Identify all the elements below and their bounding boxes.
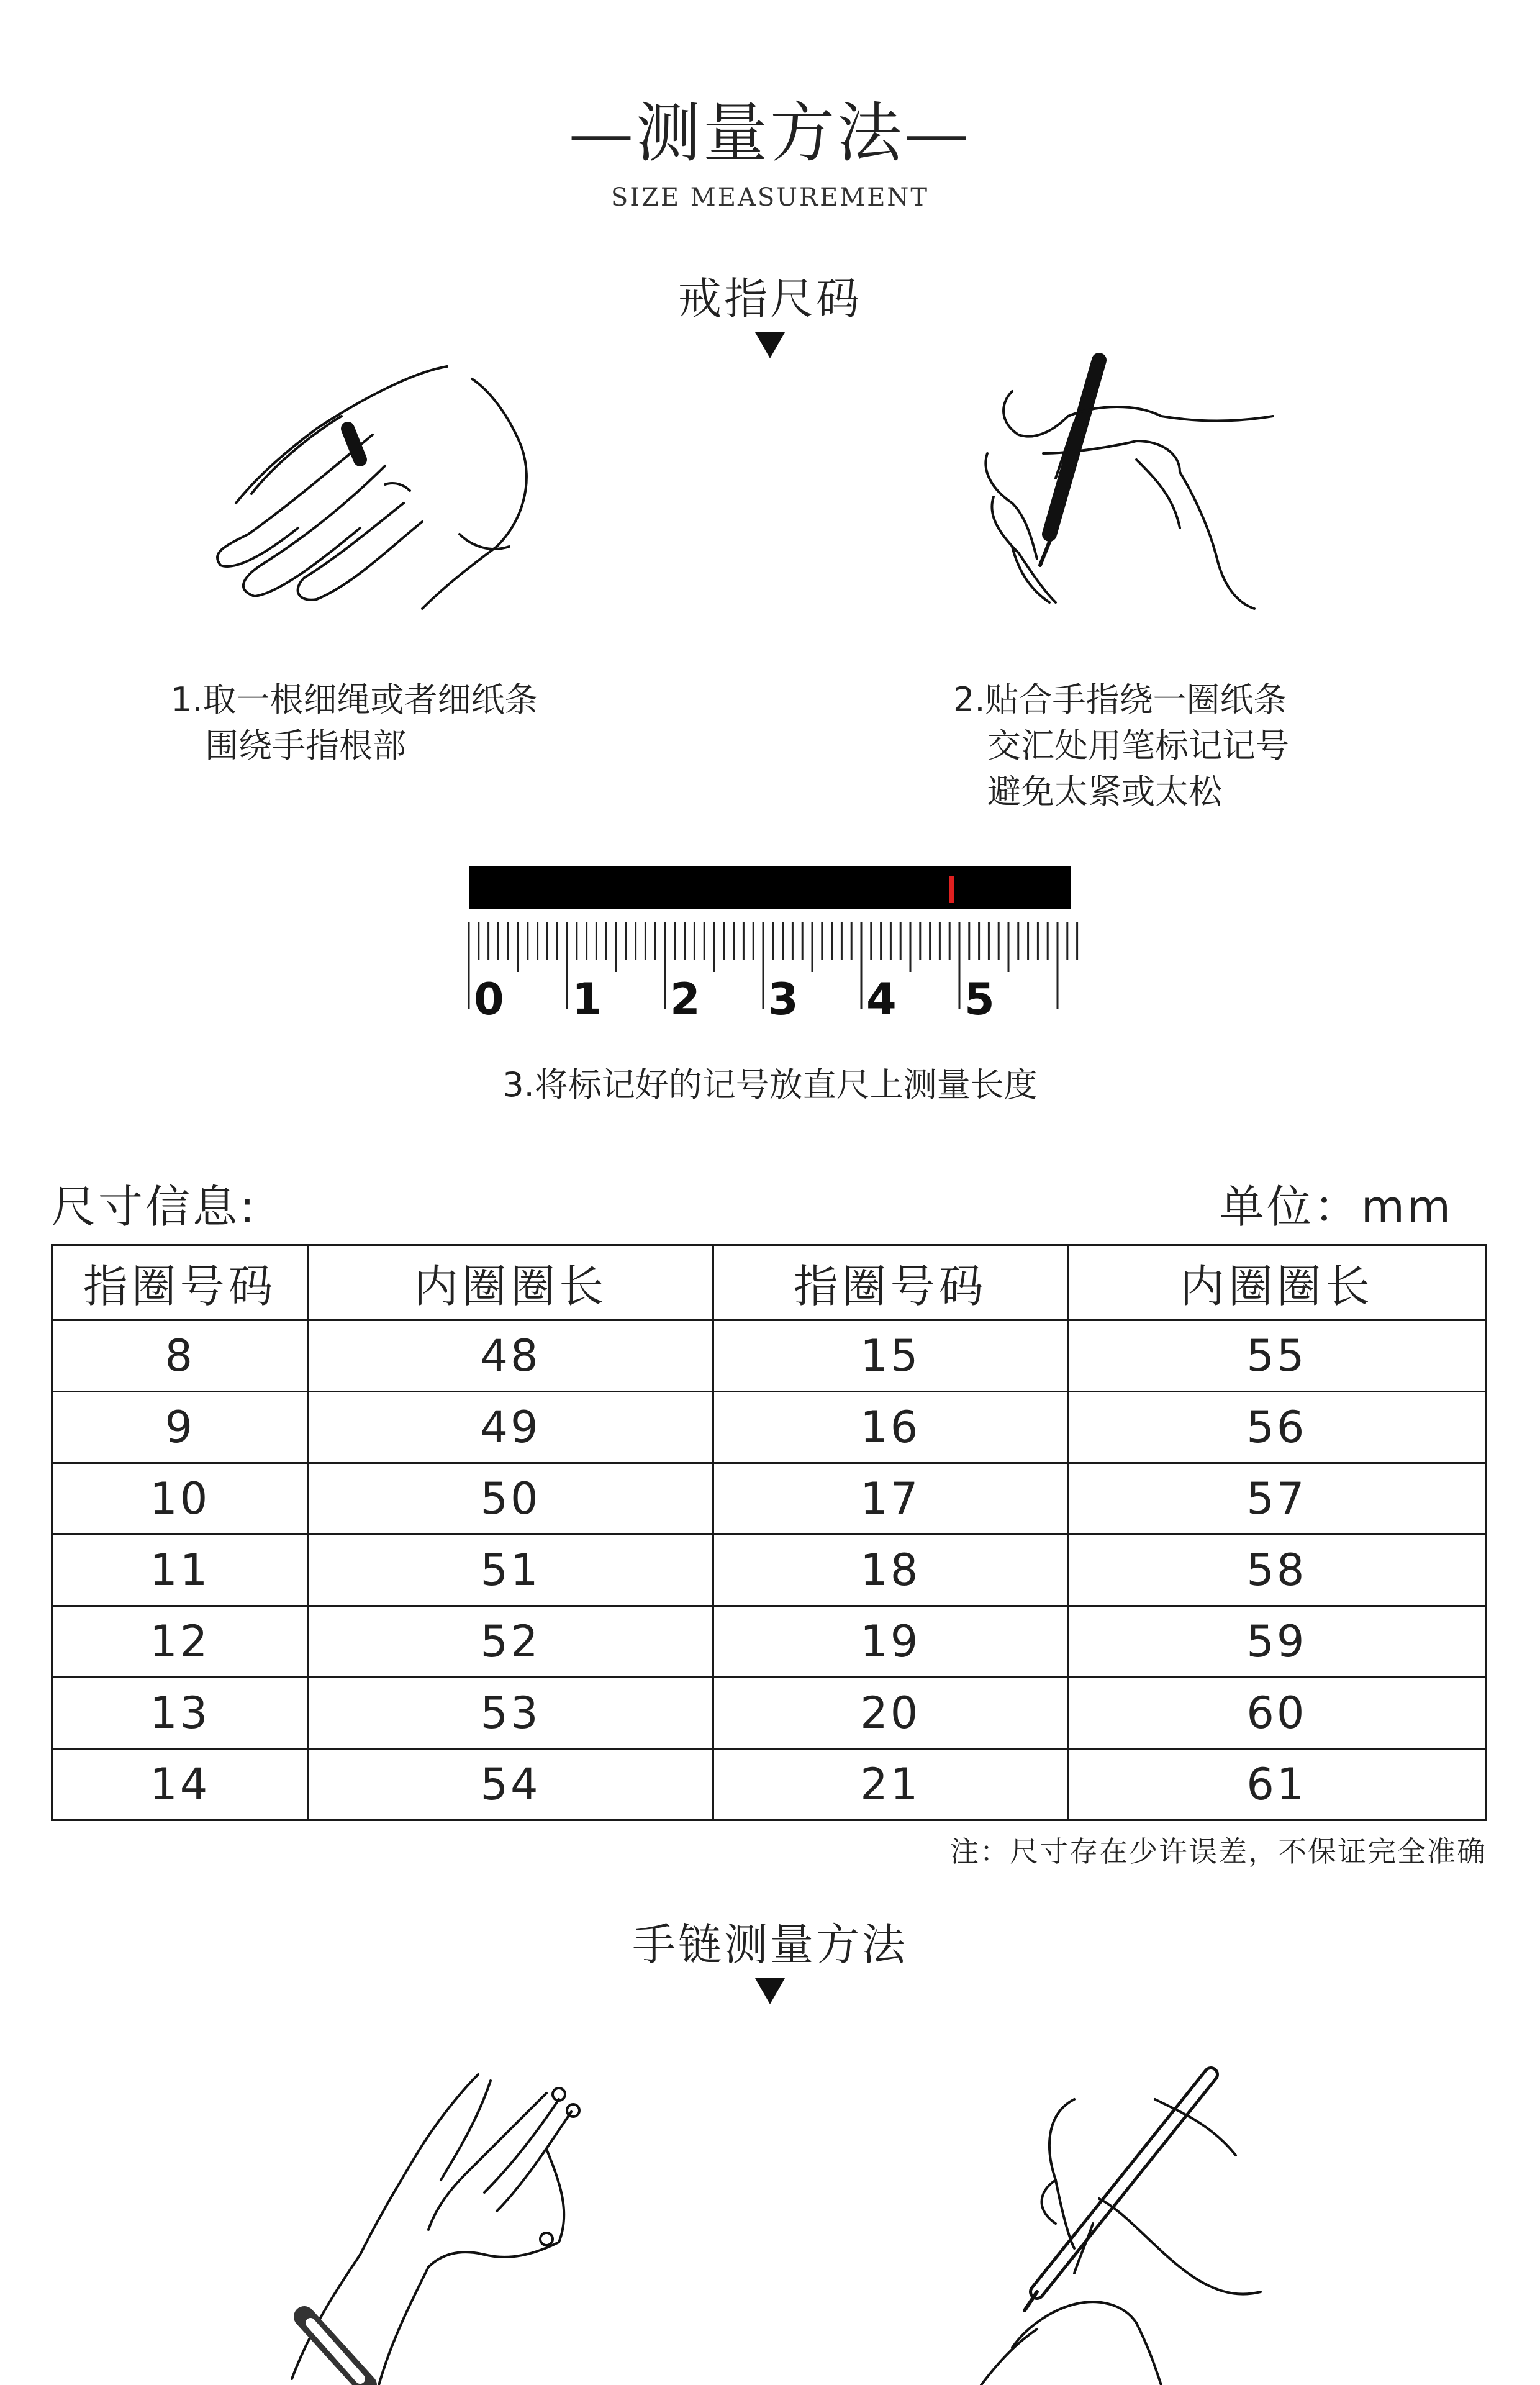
table-cell: 59	[1067, 1606, 1485, 1678]
step3-text: 3.将标记好的记号放直尺上测量长度	[502, 1065, 1038, 1104]
bracelet-section-title: 手链测量方法	[632, 1919, 908, 1970]
table-cell: 12	[52, 1606, 309, 1678]
ruler-number: 2	[670, 974, 700, 1025]
page-title: —测量方法—	[568, 95, 971, 171]
table-cell: 58	[1067, 1535, 1485, 1606]
accuracy-note: 注：尺寸存在少许误差，不保证完全准确	[950, 1835, 1487, 1868]
table-row	[52, 1392, 1486, 1463]
step1-line2: 围绕手指根部	[205, 726, 406, 765]
table-cell: 60	[1067, 1678, 1485, 1749]
header-ring-size: 指圈号码	[52, 1245, 309, 1320]
table-cell: 17	[713, 1463, 1067, 1535]
header-circumference: 内圈圈长	[1067, 1245, 1485, 1320]
red-mark	[949, 876, 954, 903]
down-triangle-icon	[755, 332, 785, 358]
step2-line2: 交汇处用笔标记记号	[987, 726, 1289, 765]
header-ring-size: 指圈号码	[713, 1245, 1067, 1320]
table-row	[52, 1535, 1486, 1606]
table-cell: 18	[713, 1535, 1067, 1606]
step2-line1: 2.贴合手指绕一圈纸条	[953, 680, 1287, 719]
table-cell: 54	[308, 1749, 713, 1820]
table-row	[52, 1320, 1486, 1392]
table-cell: 16	[713, 1392, 1067, 1463]
size-table	[51, 1244, 1487, 1821]
ruler-number: 0	[474, 974, 504, 1025]
table-cell: 50	[308, 1463, 713, 1535]
table-cell: 20	[713, 1678, 1067, 1749]
table-row	[52, 1749, 1486, 1820]
table-cell: 19	[713, 1606, 1067, 1678]
page-subtitle: SIZE MEASUREMENT	[610, 183, 930, 212]
table-cell: 11	[52, 1535, 309, 1606]
ruler-number: 3	[768, 974, 799, 1025]
table-cell: 48	[308, 1320, 713, 1392]
table-cell: 53	[308, 1678, 713, 1749]
table-row	[52, 1678, 1486, 1749]
table-cell: 21	[713, 1749, 1067, 1820]
table-cell: 51	[308, 1535, 713, 1606]
header-circumference: 内圈圈长	[308, 1245, 713, 1320]
table-cell: 57	[1067, 1463, 1485, 1535]
unit-label: 单位：mm	[1219, 1181, 1453, 1233]
ring-section-title: 戒指尺码	[678, 273, 862, 324]
table-row	[52, 1606, 1486, 1678]
wrist-tape-icon	[248, 2056, 633, 2385]
size-info-label: 尺寸信息:	[51, 1181, 258, 1233]
table-cell: 8	[52, 1320, 309, 1392]
table-cell: 61	[1067, 1749, 1485, 1820]
step2-line3: 避免太紧或太松	[987, 772, 1222, 811]
step1-line1: 1.取一根细绳或者细纸条	[171, 680, 538, 719]
table-cell: 49	[308, 1392, 713, 1463]
hand-ring-icon	[199, 360, 571, 634]
table-cell: 13	[52, 1678, 309, 1749]
table-header-row	[52, 1245, 1486, 1320]
hand-pen-icon	[975, 348, 1348, 621]
table-cell: 56	[1067, 1392, 1485, 1463]
paper-strip	[469, 866, 1071, 909]
ruler-number: 1	[572, 974, 602, 1025]
ruler-number: 4	[866, 974, 897, 1025]
table-row	[52, 1463, 1486, 1535]
ruler-icon	[460, 922, 1087, 1040]
table-cell: 52	[308, 1606, 713, 1678]
wrist-pen-icon	[888, 2056, 1335, 2385]
down-triangle-icon	[755, 1978, 785, 2004]
table-cell: 15	[713, 1320, 1067, 1392]
table-cell: 55	[1067, 1320, 1485, 1392]
ruler-number: 5	[964, 974, 995, 1025]
table-cell: 10	[52, 1463, 309, 1535]
table-cell: 9	[52, 1392, 309, 1463]
table-cell: 14	[52, 1749, 309, 1820]
